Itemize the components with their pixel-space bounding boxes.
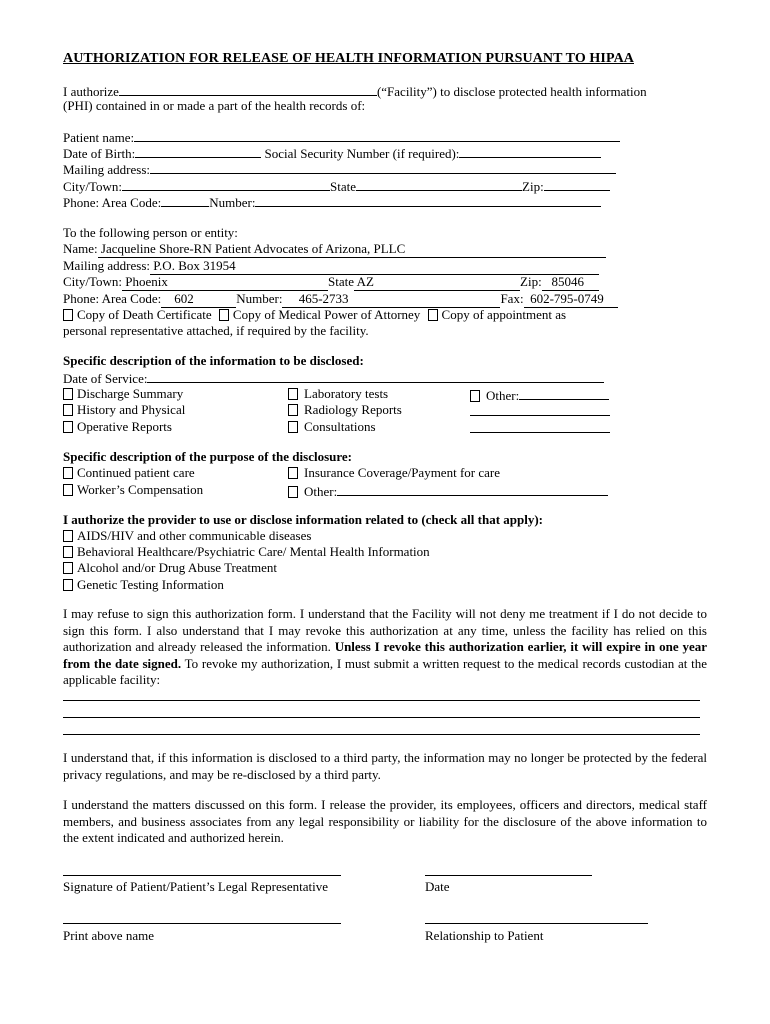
workers-comp-option bbox=[63, 482, 203, 498]
lab-option bbox=[288, 386, 388, 402]
relationship-label: Relationship to Patient bbox=[425, 928, 544, 943]
history-label: History and Physical bbox=[77, 402, 186, 417]
recipient-mailing-label: Mailing address: bbox=[63, 258, 151, 273]
purpose-other-label: Other: bbox=[304, 484, 338, 499]
i-authorize-label: I authorize bbox=[63, 84, 119, 99]
recipient-number-value[interactable]: 465-2733 bbox=[282, 291, 500, 308]
radiology-option bbox=[288, 402, 402, 418]
zip-label: Zip: bbox=[522, 179, 544, 194]
recipient-intro: To the following person or entity: bbox=[63, 225, 238, 240]
genetic-option bbox=[63, 577, 224, 593]
purpose-other-field[interactable] bbox=[337, 482, 608, 496]
consultations-checkbox[interactable] bbox=[288, 421, 298, 433]
relationship-line[interactable] bbox=[425, 923, 648, 924]
insurance-label: Insurance Coverage/Payment for care bbox=[304, 465, 500, 480]
revocation-text-a: I may refuse to sign this authorization form. I understand that the Facility will not deny me treatment if I do not decide to sign this form. I also understand that I may revoke this authorization at any time, unless the facility has relied on this authorization and already released the information. bbox=[63, 606, 707, 654]
revocation-line-3[interactable] bbox=[63, 734, 700, 735]
patient-name-label: Patient name: bbox=[63, 130, 135, 145]
recipient-mailing-value[interactable]: P.O. Box 31954 bbox=[150, 258, 599, 275]
appointment-checkbox[interactable] bbox=[428, 309, 438, 321]
aids-checkbox[interactable] bbox=[63, 530, 73, 542]
phone-row bbox=[63, 193, 601, 211]
revocation-text-b: To revoke my authorization, I must submit a written request to the medical records custodian at the applicable facility: bbox=[63, 655, 707, 687]
info-other-line-2[interactable] bbox=[470, 415, 610, 416]
behavioral-checkbox[interactable] bbox=[63, 546, 73, 558]
state-label: State bbox=[330, 179, 357, 194]
info-other-label: Other: bbox=[486, 388, 520, 403]
recipient-fax-label: Fax: bbox=[500, 291, 524, 306]
info-other-line-3[interactable] bbox=[470, 432, 610, 433]
area-code-field[interactable] bbox=[161, 193, 209, 207]
date-label: Date bbox=[425, 879, 450, 894]
patient-name-field[interactable] bbox=[134, 128, 620, 142]
ssn-field[interactable] bbox=[459, 144, 601, 158]
form-title: AUTHORIZATION FOR RELEASE OF HEALTH INFORMATION PURSUANT TO HIPAA bbox=[63, 51, 634, 66]
zip-field[interactable] bbox=[544, 177, 610, 191]
alcohol-label: Alcohol and/or Drug Abuse Treatment bbox=[77, 560, 278, 575]
recipient-zip-label: Zip: bbox=[520, 274, 542, 289]
workers-comp-checkbox[interactable] bbox=[63, 484, 73, 496]
intro-line-2: (PHI) contained in or made a part of the health records of: bbox=[63, 98, 366, 113]
revocation-line-2[interactable] bbox=[63, 717, 700, 718]
purpose-heading: Specific description of the purpose of the disclosure: bbox=[63, 449, 352, 464]
facility-field[interactable] bbox=[119, 82, 377, 96]
date-of-service-field[interactable] bbox=[147, 369, 604, 383]
operative-label: Operative Reports bbox=[77, 419, 172, 434]
appointment-label: Copy of appointment as bbox=[441, 307, 567, 322]
dob-label: Date of Birth: bbox=[63, 146, 136, 161]
recipient-city-label: City/Town: bbox=[63, 274, 123, 289]
print-name-label: Print above name bbox=[63, 928, 154, 943]
workers-comp-label: Worker’s Compensation bbox=[77, 482, 204, 497]
recipient-phone-row bbox=[63, 291, 618, 308]
recipient-area-value[interactable]: 602 bbox=[161, 291, 236, 308]
consultations-label: Consultations bbox=[304, 419, 376, 434]
number-label: Number: bbox=[209, 195, 256, 210]
recipient-state-value[interactable]: AZ bbox=[354, 274, 520, 291]
continued-care-option bbox=[63, 465, 195, 481]
info-other-checkbox[interactable] bbox=[470, 390, 480, 402]
area-code-label: Phone: Area Code: bbox=[63, 195, 162, 210]
mailing-field[interactable] bbox=[150, 160, 616, 174]
continued-care-checkbox[interactable] bbox=[63, 467, 73, 479]
consultations-option bbox=[288, 419, 376, 435]
sensitive-heading: I authorize the provider to use or disclose information related to (check all that apply): bbox=[63, 512, 544, 527]
expiration-text: Unless I revoke this authorization earlier, it will expire in one year from the date signed. bbox=[63, 639, 707, 671]
ssn-label: Social Security Number (if required): bbox=[264, 146, 460, 161]
insurance-checkbox[interactable] bbox=[288, 467, 298, 479]
mailing-label: Mailing address: bbox=[63, 162, 151, 177]
recipient-city-row bbox=[63, 274, 599, 291]
insurance-option bbox=[288, 465, 500, 481]
purpose-other-option bbox=[288, 482, 608, 500]
genetic-checkbox[interactable] bbox=[63, 579, 73, 591]
alcohol-checkbox[interactable] bbox=[63, 562, 73, 574]
info-other-option bbox=[470, 386, 609, 404]
state-field[interactable] bbox=[356, 177, 522, 191]
operative-checkbox[interactable] bbox=[63, 421, 73, 433]
history-checkbox[interactable] bbox=[63, 404, 73, 416]
radiology-label: Radiology Reports bbox=[304, 402, 402, 417]
recipient-zip-value[interactable]: 85046 bbox=[542, 274, 599, 291]
print-name-line[interactable] bbox=[63, 923, 341, 924]
death-certificate-label: Copy of Death Certificate bbox=[77, 307, 212, 322]
info-heading: Specific description of the information to be disclosed: bbox=[63, 353, 364, 368]
continued-care-label: Continued patient care bbox=[77, 465, 195, 480]
genetic-label: Genetic Testing Information bbox=[77, 577, 224, 592]
city-field[interactable] bbox=[122, 177, 330, 191]
discharge-label: Discharge Summary bbox=[77, 386, 184, 401]
history-option bbox=[63, 402, 185, 418]
recipient-state-label: State bbox=[328, 274, 355, 289]
recipient-name-label: Name: bbox=[63, 241, 98, 256]
medical-poa-label: Copy of Medical Power of Attorney bbox=[232, 307, 421, 322]
revocation-line-1[interactable] bbox=[63, 700, 700, 701]
phone-number-field[interactable] bbox=[255, 193, 601, 207]
info-other-field[interactable] bbox=[519, 386, 609, 400]
city-label: City/Town: bbox=[63, 179, 123, 194]
alcohol-option bbox=[63, 560, 277, 576]
revocation-paragraph bbox=[63, 606, 707, 689]
third-party-paragraph: I understand that, if this information is disclosed to a third party, the information may no longer be protected by the federal privacy regulations, and may be re-disclosed by a third party. bbox=[63, 750, 707, 782]
recipient-mailing-row bbox=[63, 258, 599, 275]
recipient-city-value[interactable]: Phoenix bbox=[122, 274, 328, 291]
purpose-other-checkbox[interactable] bbox=[288, 486, 298, 498]
release-paragraph: I understand the matters discussed on this form. I release the provider, its employees, officers and directors, medical staff members, and business associates from any legal responsibility or liability for the disclosure of the above information to the extent indicated and authorized herein. bbox=[63, 797, 707, 845]
medical-poa-checkbox[interactable] bbox=[219, 309, 229, 321]
recipient-name-row bbox=[63, 241, 606, 258]
recipient-fax-value[interactable]: 602-795-0749 bbox=[524, 291, 618, 308]
radiology-checkbox[interactable] bbox=[288, 404, 298, 416]
date-line[interactable] bbox=[425, 875, 592, 876]
recipient-number-label: Number: bbox=[236, 291, 283, 306]
facility-text: (“Facility”) to disclose protected health information bbox=[376, 84, 647, 99]
discharge-option bbox=[63, 386, 183, 402]
date-of-service-row bbox=[63, 369, 604, 387]
mailing-row bbox=[63, 160, 616, 178]
death-certificate-checkbox[interactable] bbox=[63, 309, 73, 321]
lab-checkbox[interactable] bbox=[288, 388, 298, 400]
aids-option bbox=[63, 528, 311, 544]
recipient-name-value[interactable]: Jacqueline Shore-RN Patient Advocates of Arizona, PLLC bbox=[98, 241, 606, 258]
copy-options-row bbox=[63, 307, 566, 323]
date-of-service-label: Date of Service: bbox=[63, 371, 148, 386]
signature-line[interactable] bbox=[63, 875, 341, 876]
behavioral-option bbox=[63, 544, 430, 560]
discharge-checkbox[interactable] bbox=[63, 388, 73, 400]
behavioral-label: Behavioral Healthcare/Psychiatric Care/ Mental Health Information bbox=[77, 544, 430, 559]
recipient-area-label: Phone: Area Code: bbox=[63, 291, 162, 306]
signature-label: Signature of Patient/Patient’s Legal Representative bbox=[63, 879, 328, 894]
dob-field[interactable] bbox=[135, 144, 261, 158]
copy-options-line2: personal representative attached, if required by the facility. bbox=[63, 323, 369, 338]
aids-label: AIDS/HIV and other communicable diseases bbox=[77, 528, 312, 543]
lab-label: Laboratory tests bbox=[304, 386, 389, 401]
operative-option bbox=[63, 419, 172, 435]
